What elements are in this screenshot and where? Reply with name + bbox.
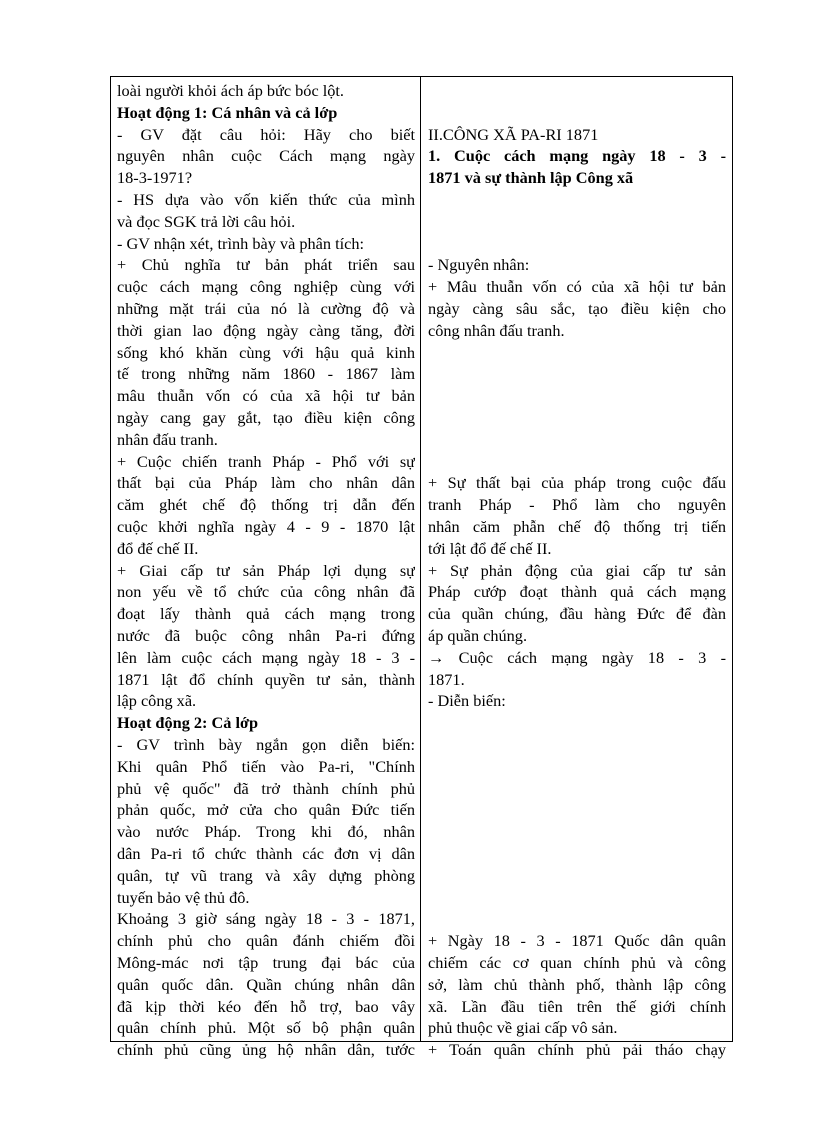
right-text-line: áp quần chúng. xyxy=(428,626,528,645)
right-text-line: sở, làm chủ thành phố, thành lập công xyxy=(428,974,726,994)
right-text-line: ngày càng sâu sắc, tạo điều kiện cho xyxy=(428,299,726,318)
left-text-line: + Giai cấp tư sản Pháp lợi dụng sự xyxy=(117,560,415,580)
left-text-line: căm ghét chế độ thống trị dẫn đến xyxy=(117,495,415,515)
right-text-line: → Cuộc cách mạng ngày 18 - 3 - xyxy=(428,647,726,667)
left-text-line: đổ đế chế II. xyxy=(117,538,199,558)
left-text-line: Khoảng 3 giờ sáng ngày 18 - 3 - 1871, xyxy=(117,909,415,929)
left-text-line: + Cuộc chiến tranh Pháp - Phổ với sự xyxy=(117,451,415,471)
left-text-line: lập công xã. xyxy=(117,691,197,711)
right-text-line: 1. Cuộc cách mạng ngày 18 - 3 - xyxy=(428,146,726,166)
left-text-line: đã kịp thời kéo đến hỗ trợ, bao vây xyxy=(117,996,415,1016)
right-text-line: chiếm các cơ quan chính phủ và công xyxy=(428,953,726,972)
right-text-line: + Sự thất bại của pháp trong cuộc đấu xyxy=(428,473,726,493)
left-text-line: tế trong những năm 1860 - 1867 làm xyxy=(117,364,415,384)
left-text-line: dân Pa-ri tổ chức thành các đơn vị dân xyxy=(117,844,415,863)
left-text-line: nguyên nhân cuộc Cách mạng ngày xyxy=(117,146,415,166)
left-text-line: non yếu về tổ chức của công nhân đã xyxy=(117,582,415,602)
left-text-line: ngày cang gay gắt, tạo điều kiện công xyxy=(117,408,415,427)
left-text-line: phản quốc, mở cửa cho quân Đức tiến xyxy=(117,800,415,820)
left-text-line: + Chủ nghĩa tư bản phát triển sau xyxy=(117,255,415,275)
left-text-line: chính phủ cho quân đánh chiếm đồi xyxy=(117,931,415,951)
left-text-line: quân, tự vũ trang và xây dựng phòng xyxy=(117,865,415,885)
left-text-line: Mông-mác nơi tập trung đại bác của xyxy=(117,953,415,972)
right-text-line: 1871 và sự thành lập Công xã xyxy=(428,168,634,188)
right-text-line: công nhân đấu tranh. xyxy=(428,320,565,340)
right-text-line: phủ thuộc về giai cấp vô sản. xyxy=(428,1018,618,1038)
left-text-line: - HS dựa vào vốn kiến thức của mình xyxy=(117,190,415,209)
left-text-line: cuộc cách mạng công nghiệp cùng với xyxy=(117,277,415,297)
column-divider xyxy=(420,77,421,1041)
lesson-table xyxy=(110,76,733,1060)
right-text-line: tranh Pháp - Phổ làm cho nguyên xyxy=(428,495,726,515)
right-text-line: - Nguyên nhân: xyxy=(428,255,530,275)
right-text-line: - Diễn biến: xyxy=(428,691,506,711)
right-text-line: của quần chúng, đầu hàng Đức để đàn xyxy=(428,604,726,624)
left-text-line: 18-3-1971? xyxy=(117,168,193,188)
right-text-line: + Mâu thuẫn vốn có của xã hội tư bản xyxy=(428,277,726,297)
left-text-line: quân chính phủ. Một số bộ phận quân xyxy=(117,1018,415,1038)
left-text-line: lên làm cuộc cách mạng ngày 18 - 3 - xyxy=(117,647,415,667)
left-text-line: vào nước Pháp. Trong khi đó, nhân xyxy=(117,822,415,842)
left-text-line: nhân đấu tranh. xyxy=(117,429,218,449)
left-text-line: - GV đặt câu hỏi: Hãy cho biết xyxy=(117,124,415,144)
right-text-line: nhân căm phẫn chế độ thống trị tiến xyxy=(428,517,726,536)
right-text-line: xã. Lần đầu tiên trên thế giới chính xyxy=(428,996,726,1016)
left-text-line: sống khó khăn cùng với hậu quả kinh xyxy=(117,342,415,362)
right-text-line: II.CÔNG XÃ PA-RI 1871 xyxy=(428,124,599,144)
left-text-line: loài người khỏi ách áp bức bóc lột. xyxy=(117,81,345,100)
left-text-line: - GV trình bày ngắn gọn diễn biến: xyxy=(117,735,415,754)
left-text-line: những mặt trái của nó là cường độ và xyxy=(117,299,415,318)
left-text-line: - GV nhận xét, trình bày và phân tích: xyxy=(117,233,365,253)
right-text-line: + Toán quân chính phủ pải tháo chạy xyxy=(428,1040,726,1060)
right-text-line: + Sự phản động của giai cấp tư sản xyxy=(428,560,726,580)
left-text-line: 1871 lật đổ chính quyền tư sản, thành xyxy=(117,669,415,689)
left-text-line: quân quốc dân. Quần chúng nhân dân xyxy=(117,974,415,994)
left-text-line: mâu thuẫn vốn có của xã hội tư bản xyxy=(117,386,415,406)
left-text-line: nước đã buộc công nhân Pa-ri đứng xyxy=(117,626,415,645)
left-text-line: phủ vệ quốc" đã trở thành chính phủ xyxy=(117,778,415,798)
left-text-line: Hoạt động 2: Cả lớp xyxy=(117,713,259,733)
left-text-line: thất bại của Pháp làm cho nhân dân xyxy=(117,473,415,493)
right-text-line: Pháp cướp đoạt thành quả cách mạng xyxy=(428,582,726,602)
right-text-line: 1871. xyxy=(428,669,465,689)
right-text-line: + Ngày 18 - 3 - 1871 Quốc dân quân xyxy=(428,931,726,951)
right-text-line: tới lật đổ đế chế II. xyxy=(428,538,552,558)
left-text-line: cuộc khởi nghĩa ngày 4 - 9 - 1870 lật xyxy=(117,517,415,536)
left-text-line: Khi quân Phổ tiến vào Pa-ri, "Chính xyxy=(117,756,415,776)
left-text-line: tuyến bảo vệ thủ đô. xyxy=(117,887,250,907)
left-text-line: thời gian lao động ngày càng tăng, đời xyxy=(117,320,415,340)
left-text-line: đoạt lấy thành quả cách mạng trong xyxy=(117,604,415,624)
left-text-line: và đọc SGK trả lời câu hỏi. xyxy=(117,211,296,231)
left-text-line: Hoạt động 1: Cá nhân và cả lớp xyxy=(117,102,338,122)
left-text-line: chính phủ cũng ủng hộ nhân dân, tước xyxy=(117,1040,415,1060)
